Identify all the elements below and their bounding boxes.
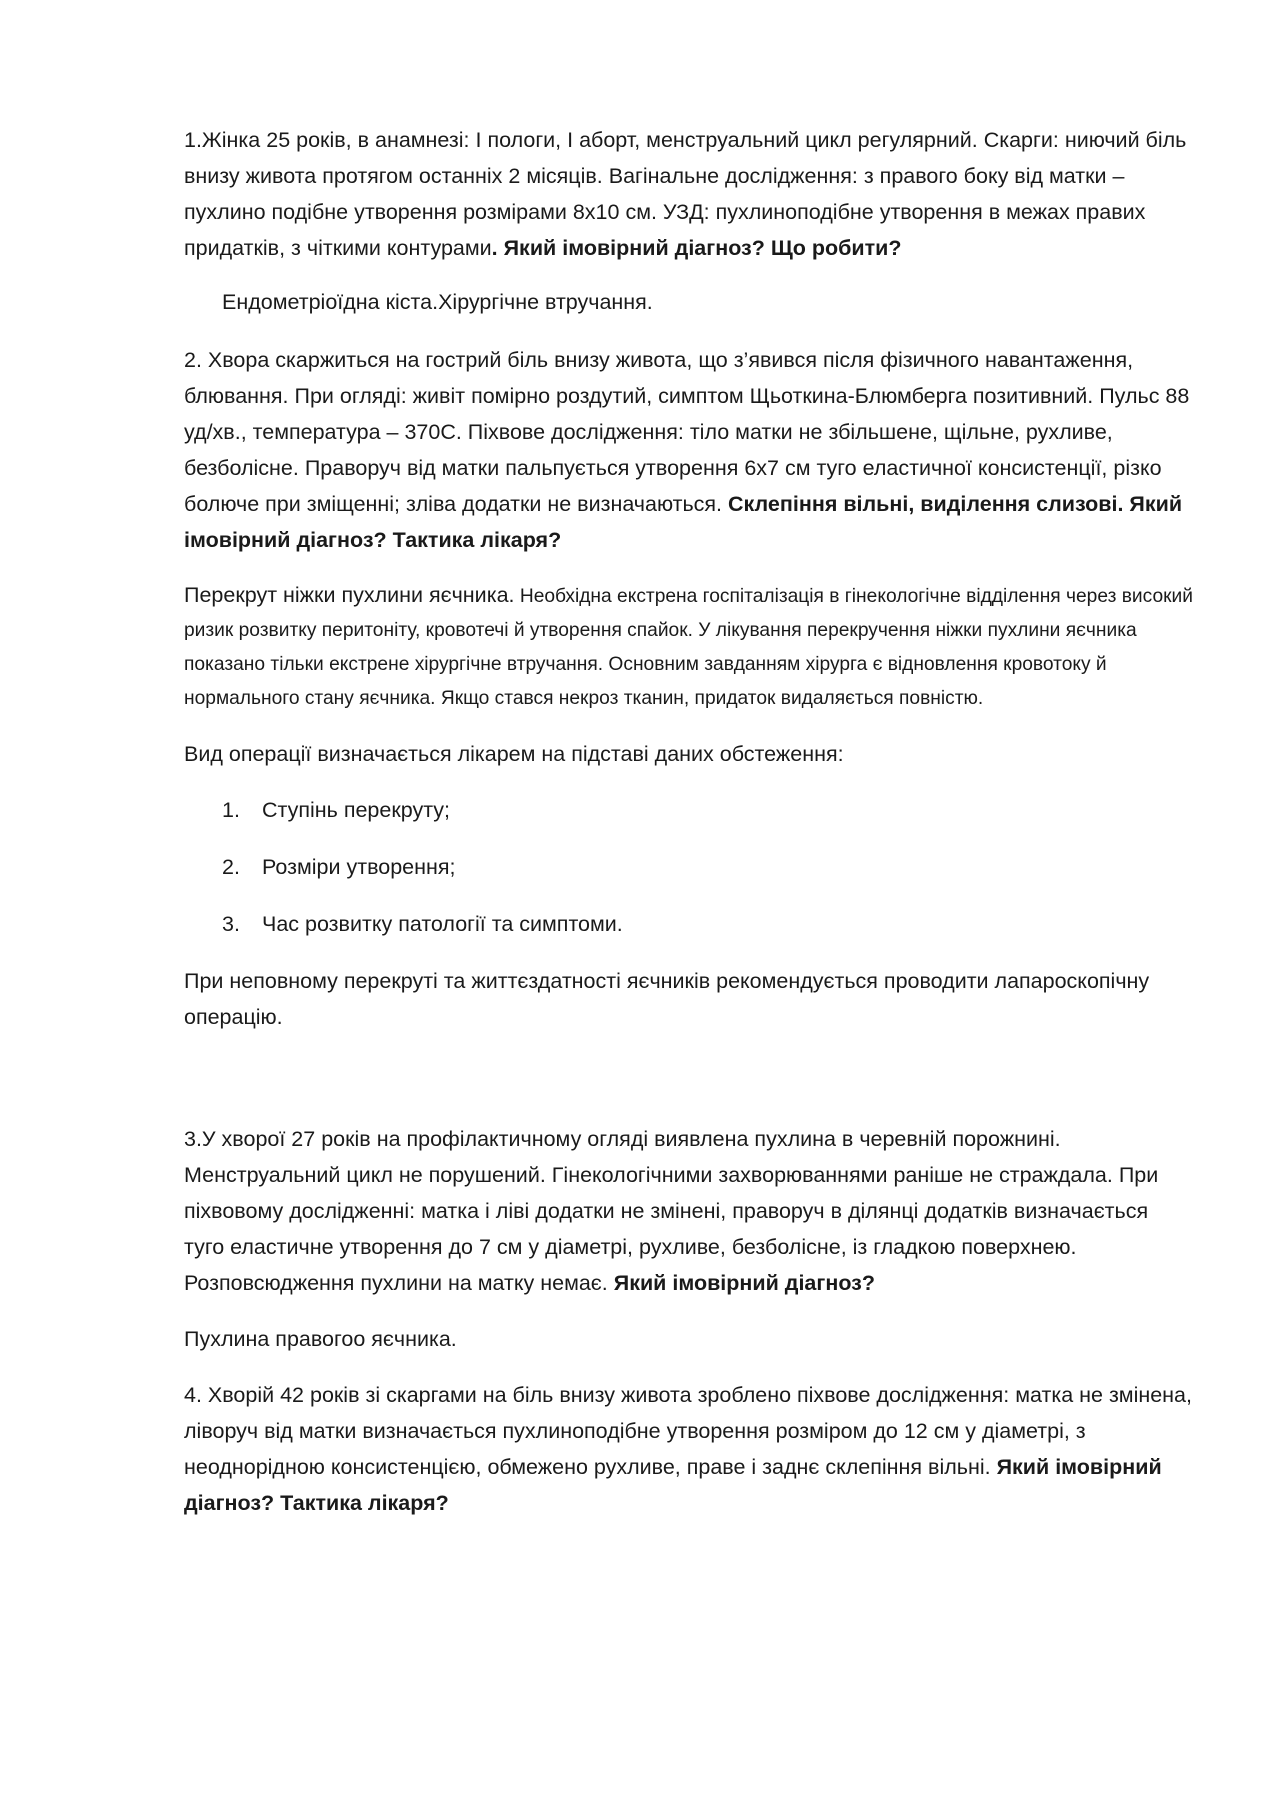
list-item — [222, 792, 1194, 828]
case-2-text: 2. Хвора скаржиться на гострий біль внизу живота, що з’явився після фізичного навантаження, блювання. При огляді: живіт помірно роздутий, симптом Щьоткина-Блюмберга позитивний. Пульс 88 уд/хв., температура – 370С. Піхвове дослідження: тіло матки не збільшене, щільне, рухливе, безболісне. Праворуч від матки пальпується утворення 6х7 см туго еластичної консистенції, різко болюче при зміщенні; зліва додатки не визначаються. — [184, 348, 1190, 516]
case-1-question-bold: . Який імовірний діагноз? Що робити? — [491, 236, 902, 260]
case-4-text: 4. Хворій 42 років зі скаргами на біль внизу живота зроблено піхвове дослідження: матка не змінена, ліворуч від матки визначається пухлиноподібне утворення розміром до 12 см у діаметрі, з неоднорідною консистенцією, обмежено рухливе, праве і заднє склепіння вільні. — [184, 1383, 1192, 1479]
case-4-question — [184, 1377, 1194, 1521]
case-2-answer-lead: Перекрут ніжки пухлини яєчника. — [184, 583, 515, 607]
case-3-question — [184, 1121, 1194, 1301]
list-item — [222, 906, 1194, 942]
list-item-number: 3. — [222, 912, 240, 936]
list-item-text: Час розвитку патології та симптоми. — [262, 912, 623, 936]
list-item-number: 1. — [222, 798, 240, 822]
case-2-answer-body: Необхідна екстрена госпіталізація в гінекологічне відділення через високий ризик розвитку перитоніту, кровотечі й утворення спайок. У лікування перекручення ніжки пухлини яєчника показано тільки екстрене хірургічне втручання. Основним завданням хірурга є відновлення кровотоку й нормального стану яєчника. Якщо стався некроз тканин, придаток видаляється повністю. — [184, 586, 1193, 709]
case-3-answer: Пухлина правогоо яєчника. — [184, 1327, 457, 1351]
document-body — [184, 122, 1194, 1521]
case-3-question-bold: Який імовірний діагноз? — [613, 1271, 875, 1295]
case-2-answer — [184, 578, 1194, 716]
case-1-answer: Ендометріоїдна кіста.Хірургічне втручання. — [222, 290, 653, 314]
list-item-number: 2. — [222, 855, 240, 879]
list-item-text: Розміри утворення; — [262, 855, 456, 879]
list-item-text: Ступінь перекруту; — [262, 798, 451, 822]
operation-factors-list — [184, 792, 1194, 942]
case-1-text: 1.Жінка 25 років, в анамнезі: І пологи, І аборт, менструальний цикл регулярний. Скарги: ниючий біль внизу живота протягом останніх 2 місяців. Вагінальне дослідження: з правого боку від матки – пухлино подібне утворення розмірами 8х10 см. УЗД: пухлиноподібне утворення в межах правих придатків, з чіткими контурами — [184, 128, 1187, 260]
case-2-conclusion: При неповному перекруті та життєздатності яєчників рекомендується проводити лапароскопічну операцію. — [184, 969, 1150, 1029]
case-4-question-bold: Який імовірний діагноз? Тактика лікаря? — [184, 1455, 1162, 1515]
case-3-text: 3.У хворої 27 років на профілактичному огляді виявлена пухлина в черевній порожнині. Менструальний цикл не порушений. Гінекологічними захворюваннями раніше не страждала. При піхвовому дослідженні: матка і ліві додатки не змінені, праворуч в ділянці додатків визначається туго еластичне утворення до 7 см у діаметрі, рухливе, безболісне, із гладкою поверхнею. Розповсюдження пухлини на матку немає. — [184, 1127, 1159, 1295]
case-1-question — [184, 122, 1194, 266]
case-2-operation-intro: Вид операції визначається лікарем на підставі даних обстеження: — [184, 742, 844, 766]
case-2-question — [184, 342, 1194, 558]
case-2-question-bold: Склепіння вільні, виділення слизові. Який імовірний діагноз? Тактика лікаря? — [184, 492, 1183, 552]
list-item — [222, 849, 1194, 885]
